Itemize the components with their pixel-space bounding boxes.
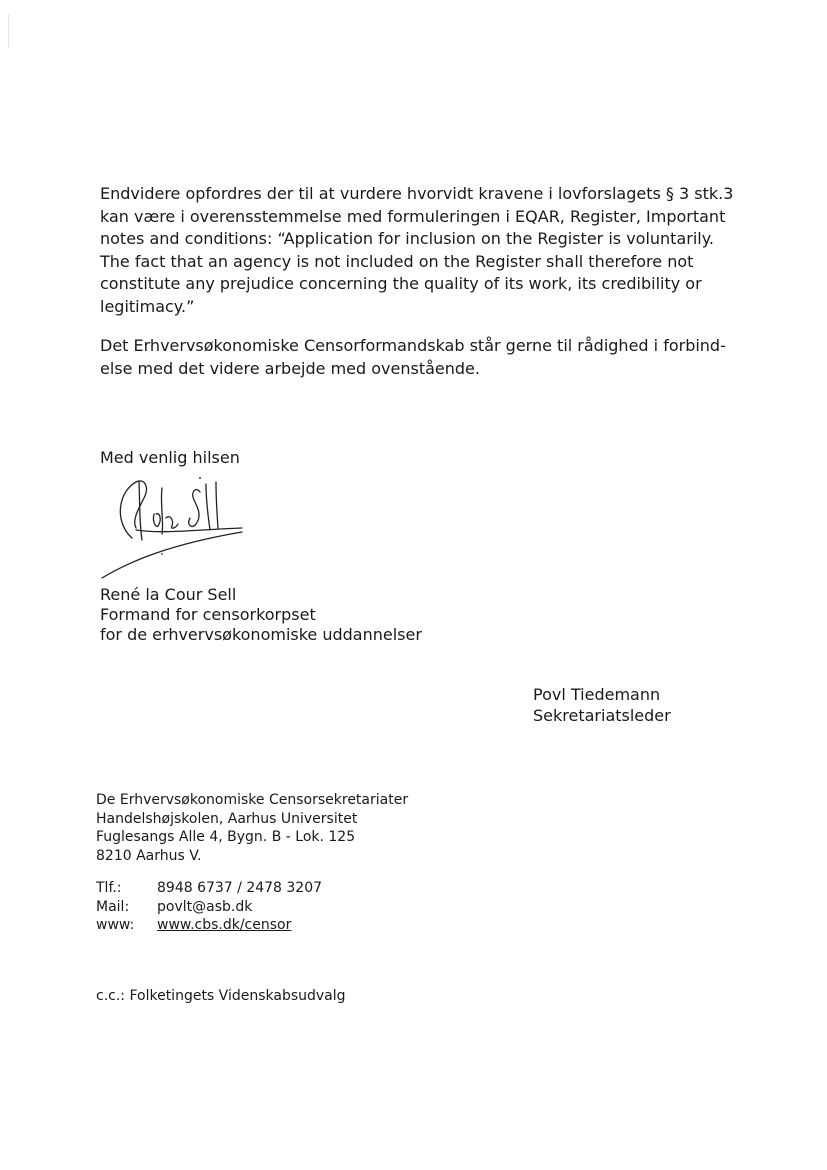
phone-value: 8948 6737 / 2478 3207 [157, 880, 323, 896]
address-block [96, 791, 408, 865]
paragraph-eqar [100, 183, 760, 318]
phone-label: Tlf.: [96, 880, 122, 896]
signer-name: René la Cour Sell [100, 585, 237, 604]
address-line: Handelshøjskolen, Aarhus Universitet [96, 810, 358, 827]
second-signer-block [533, 684, 671, 726]
paragraph-line: Det Erhvervsøkonomiske Censorformandskab står gerne til rådighed i forbind- [100, 336, 726, 355]
mail-value: povlt@asb.dk [157, 898, 253, 915]
mail-label: Mail: [96, 898, 130, 915]
contact-phone [96, 879, 322, 898]
address-line: 8210 Aarhus V. [96, 847, 202, 864]
signer-title: for de erhvervsøkonomiske uddannelser [100, 625, 422, 644]
address-line: De Erhvervsøkonomiske Censorsekretariater [96, 792, 409, 808]
second-signer-title: Sekretariatsleder [533, 706, 671, 725]
address-line: Fuglesangs Alle 4, Bygn. B - Lok. 125 [96, 829, 356, 845]
paragraph-line: constitute any prejudice concerning the quality of its work, its credibility or [100, 274, 702, 293]
paragraph-line: notes and conditions: “Application for inclusion on the Register is voluntarily. [100, 229, 714, 248]
page-edge-mark [8, 14, 9, 48]
paragraph-line: kan være i overensstemmelse med formuleringen i EQAR, Register, Important [100, 206, 726, 226]
second-signer-name: Povl Tiedemann [533, 685, 661, 704]
cc-line: c.c.: Folketingets Videnskabsudvalg [96, 988, 346, 1004]
signer-block [100, 585, 422, 645]
web-link[interactable]: www.cbs.dk/censor [157, 917, 292, 933]
handwritten-signature [92, 470, 252, 582]
paragraph-line: The fact that an agency is not included on the Register shall therefore not [100, 251, 694, 271]
paragraph-line: legitimacy.” [100, 296, 195, 316]
contact-web [96, 916, 322, 935]
contact-mail [96, 898, 322, 917]
paragraph-line: Endvidere opfordres der til at vurdere hvorvidt kravene i lovforslagets § 3 stk.3 [100, 184, 734, 203]
web-label: www: [96, 917, 135, 933]
signer-title: Formand for censorkorpset [100, 605, 316, 624]
paragraph-line: else med det videre arbejde med ovenstående. [100, 358, 480, 378]
closing-greeting: Med venlig hilsen [100, 448, 240, 467]
paragraph-availability [100, 335, 760, 380]
contact-block [96, 879, 322, 935]
